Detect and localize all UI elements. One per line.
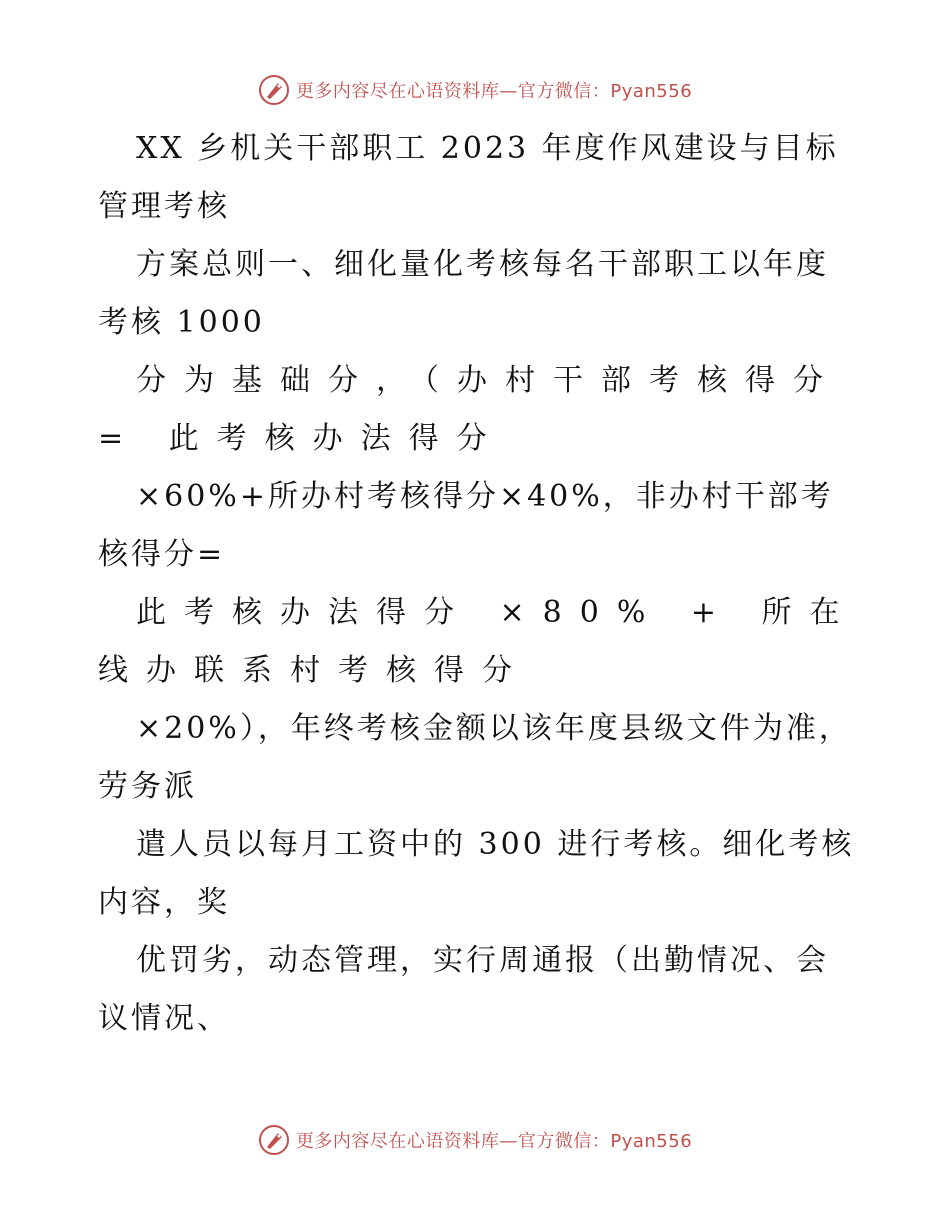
- pen-nib-logo-icon: [258, 1124, 290, 1156]
- paragraph: 分为基础分，（办村干部考核得分 = 此考核办法得分: [98, 363, 841, 456]
- banner-text: 更多内容尽在心语资料库—官方微信：Pyan556: [295, 1131, 693, 1152]
- paragraph: 方案总则一、细化量化考核每名干部职工以年度考核 1000: [98, 247, 829, 340]
- paragraph: XX 乡机关干部职工 2023 年度作风建设与目标管理考核: [98, 131, 839, 224]
- paragraph: 遣人员以每月工资中的 300 进行考核。细化考核内容，奖: [98, 827, 855, 920]
- paragraph: ×20%），年终考核金额以该年度县级文件为准，劳务派: [98, 711, 852, 804]
- paragraph: ×60%+所办村考核得分×40%，非办村干部考核得分=: [98, 479, 834, 572]
- pen-nib-logo-icon: [258, 74, 290, 106]
- document-body: [98, 120, 858, 1048]
- banner-text: 更多内容尽在心语资料库—官方微信：Pyan556: [295, 81, 693, 102]
- paragraph: 此考核办法得分 ×80% + 所在线办联系村考核得分: [98, 595, 858, 688]
- footer-banner: [0, 1120, 950, 1160]
- header-banner: [0, 70, 950, 110]
- paragraph: 优罚劣，动态管理，实行周通报（出勤情况、会议情况、: [98, 943, 829, 1036]
